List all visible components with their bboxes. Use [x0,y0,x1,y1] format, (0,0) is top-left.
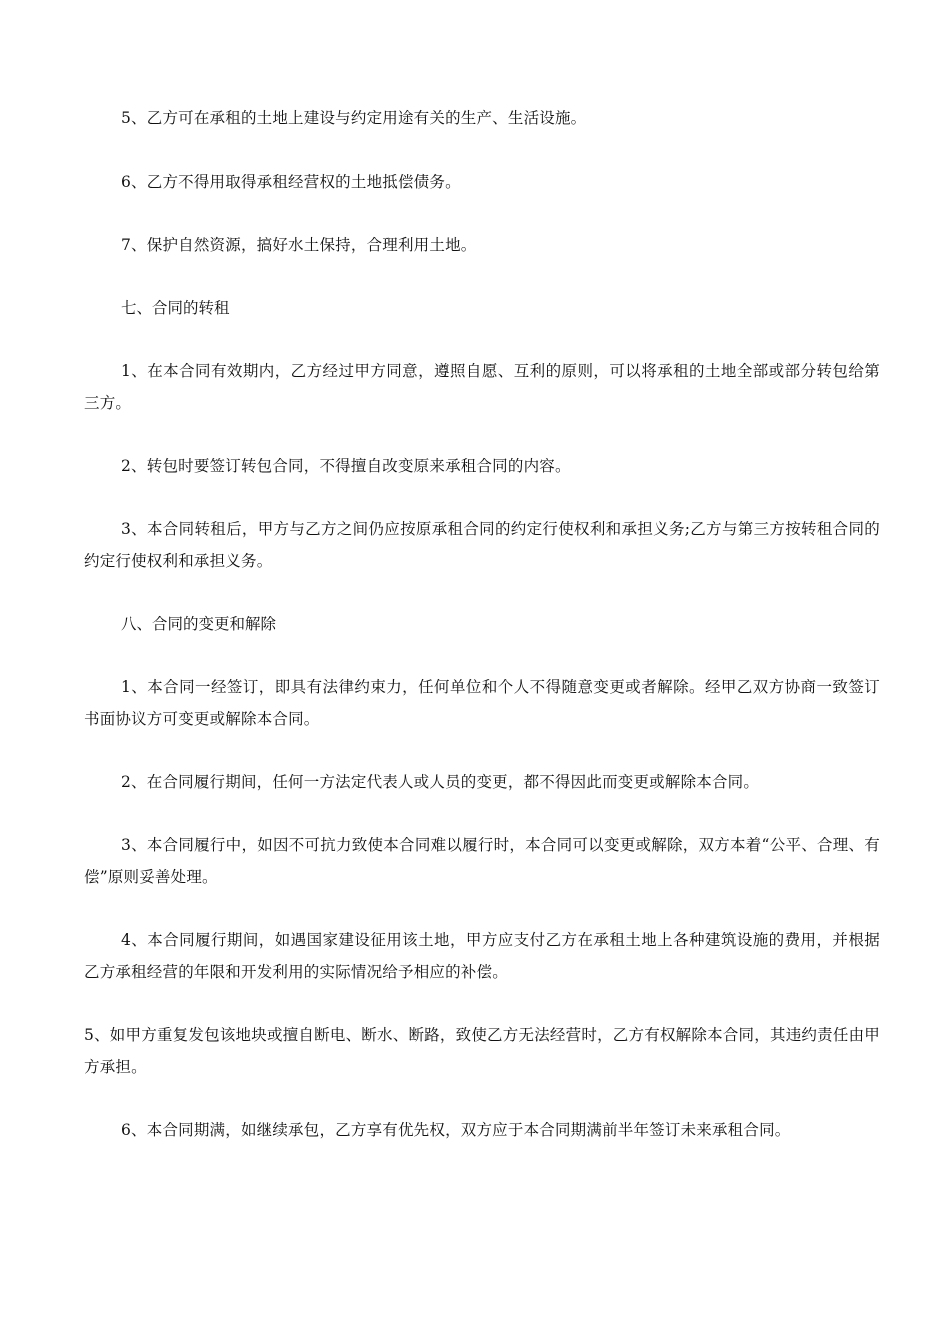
clause-paragraph: 7、保护自然资源，搞好水土保持，合理利用土地。 [121,236,477,254]
clause-paragraph: 6、本合同期满，如继续承包，乙方享有优先权，双方应于本合同期满前半年签订未来承租合同。 [121,1121,791,1139]
clause-paragraph: 2、转包时要签订转包合同，不得擅自改变原来承租合同的内容。 [121,457,571,475]
section-heading: 七、合同的转租 [121,299,230,317]
clause-paragraph: 3、本合同履行中，如因不可抗力致使本合同难以履行时，本合同可以变更或解除，双方本着“公平、合理、有偿”原则妥善处理。 [84,836,880,886]
clause-paragraph: 4、本合同履行期间，如遇国家建设征用该土地，甲方应支付乙方在承租土地上各种建筑设施的费用，并根据乙方承租经营的年限和开发利用的实际情况给予相应的补偿。 [84,931,880,981]
clause-paragraph: 1、本合同一经签订，即具有法律约束力，任何单位和个人不得随意变更或者解除。经甲乙双方协商一致签订书面协议方可变更或解除本合同。 [84,678,880,728]
clause-paragraph: 1、在本合同有效期内，乙方经过甲方同意，遵照自愿、互利的原则，可以将承租的土地全部或部分转包给第三方。 [84,362,880,412]
clause-paragraph: 2、在合同履行期间，任何一方法定代表人或人员的变更，都不得因此而变更或解除本合同。 [121,773,760,791]
clause-paragraph: 6、乙方不得用取得承租经营权的土地抵偿债务。 [121,173,461,191]
section-heading: 八、合同的变更和解除 [121,615,277,633]
clause-paragraph: 5、乙方可在承租的土地上建设与约定用途有关的生产、生活设施。 [121,109,587,127]
clause-paragraph: 5、如甲方重复发包该地块或擅自断电、断水、断路，致使乙方无法经营时，乙方有权解除本合同，其违约责任由甲方承担。 [84,1026,880,1076]
clause-paragraph: 3、本合同转租后，甲方与乙方之间仍应按原承租合同的约定行使权利和承担义务;乙方与第三方按转租合同的约定行使权利和承担义务。 [84,520,880,570]
